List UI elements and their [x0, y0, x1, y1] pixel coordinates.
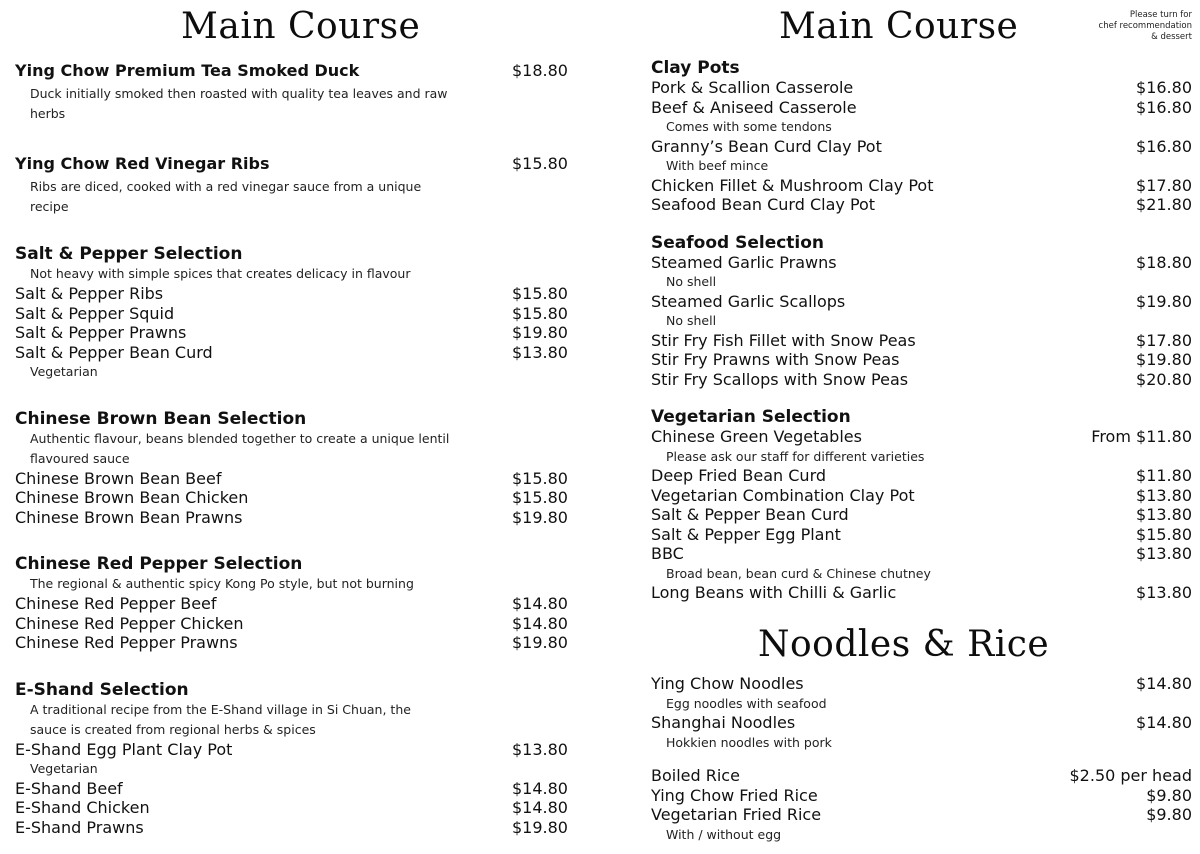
dish-name: Deep Fried Bean Curd: [651, 466, 827, 485]
dish-row: [15, 818, 575, 838]
right-page-title: Main Course: [779, 6, 1019, 47]
dish-row: [651, 544, 1192, 564]
dish-name: Steamed Garlic Scallops: [651, 291, 846, 311]
dish-name: Chicken Fillet & Mushroom Clay Pot: [651, 175, 934, 195]
dish-name: Chinese Red Pepper Prawns: [15, 633, 238, 652]
dish-row: [15, 323, 575, 343]
dish-price: $13.80: [1136, 544, 1192, 563]
dish-name: Salt & Pepper Ribs: [15, 284, 164, 303]
dish-name: Ying Chow Noodles: [651, 674, 804, 693]
dish-list: [15, 469, 575, 528]
dish-name: E-Shand Egg Plant Clay Pot: [15, 739, 233, 759]
dish-description: Duck initially smoked then roasted with quality tea leaves and raw herbs: [30, 86, 448, 121]
dish-row: [15, 633, 575, 653]
dish-list: [651, 253, 1192, 390]
menu-section-salt-pepper: [15, 244, 575, 382]
dish-row: [15, 740, 575, 760]
section-heading: Salt & Pepper Selection: [15, 244, 243, 264]
dish-price: $15.80: [512, 303, 568, 323]
dish-price: $16.80: [1136, 78, 1192, 97]
dish-price: $2.50 per head: [1069, 766, 1192, 785]
dish-name: Stir Fry Fish Fillet with Snow Peas: [651, 330, 916, 350]
dish-row: [651, 195, 1192, 215]
dish-price: $19.80: [512, 323, 568, 342]
dish-row: [15, 779, 575, 799]
dish-price: $16.80: [1136, 97, 1192, 117]
dish-price: $19.80: [512, 817, 568, 837]
dish-price: $13.80: [1136, 505, 1192, 524]
dish-row: [651, 331, 1192, 351]
section-description: The regional & authentic spicy Kong Po style, but not burning: [30, 576, 414, 591]
dish-name: Steamed Garlic Prawns: [651, 252, 837, 272]
dish-price: $9.80: [1146, 805, 1192, 824]
dish-row: [651, 805, 1192, 825]
dish-price: $9.80: [1146, 785, 1192, 805]
dish-note: Vegetarian: [30, 364, 98, 379]
dish-row: [15, 614, 575, 634]
dish-price: $15.80: [1136, 524, 1192, 544]
dish-note: No shell: [666, 313, 717, 328]
left-page-title: Main Course: [181, 6, 421, 47]
dish-price: $14.80: [512, 613, 568, 633]
dish-price: $19.80: [512, 507, 568, 527]
dish-name: Seafood Bean Curd Clay Pot: [651, 195, 876, 214]
dish-row: [651, 176, 1192, 196]
section-heading: Chinese Brown Bean Selection: [15, 408, 307, 429]
dish-note: Vegetarian: [30, 761, 98, 776]
menu-section-red-vinegar-ribs: [15, 151, 575, 217]
dish-list: [15, 740, 575, 838]
dish-name: Salt & Pepper Squid: [15, 303, 175, 323]
dish-list: [651, 766, 1192, 844]
dish-row: [651, 292, 1192, 312]
dish-name: BBC: [651, 544, 684, 563]
dish-row: [651, 78, 1192, 98]
menu-section-red-pepper: [15, 554, 575, 653]
dish-row: [651, 427, 1192, 447]
dish-row: [15, 284, 575, 304]
section-description: A traditional recipe from the E-Shand village in Si Chuan, the sauce is created from regional herbs & spices: [30, 701, 411, 737]
dish-note: Egg noodles with seafood: [666, 695, 827, 711]
dish-name: Ying Chow Premium Tea Smoked Duck: [15, 61, 360, 80]
dish-row: [651, 98, 1192, 118]
section-heading: Seafood Selection: [651, 232, 825, 253]
dish-name: E-Shand Chicken: [15, 798, 150, 817]
dish-name: Vegetarian Fried Rice: [651, 805, 822, 824]
dish-list: [15, 284, 575, 382]
dish-name: Salt & Pepper Prawns: [15, 323, 187, 342]
dish-name: Salt & Pepper Bean Curd: [651, 505, 849, 524]
menu-section-clay-pots: [651, 58, 1192, 215]
dish-price: $14.80: [1136, 713, 1192, 732]
dish-row: [651, 466, 1192, 486]
section-heading: [15, 58, 575, 84]
dish-price: $13.80: [512, 342, 568, 362]
dish-list: [651, 427, 1192, 603]
dish-name: Ying Chow Fried Rice: [651, 785, 818, 805]
dish-name: Salt & Pepper Bean Curd: [15, 342, 213, 362]
dish-description: Ribs are diced, cooked with a red vinegar sauce from a unique recipe: [30, 179, 422, 214]
dish-price: $17.80: [1136, 175, 1192, 195]
dish-list: [15, 594, 575, 653]
right-menu-column: [651, 58, 1192, 603]
dish-price: $14.80: [512, 778, 568, 798]
dish-name: Chinese Green Vegetables: [651, 427, 862, 446]
dish-row: [15, 798, 575, 818]
dish-row: [651, 713, 1192, 733]
dish-name: Boiled Rice: [651, 766, 740, 785]
dish-row: [15, 469, 575, 489]
dish-row: [651, 583, 1192, 603]
dish-price: From $11.80: [1091, 427, 1192, 446]
dish-price: $15.80: [512, 284, 568, 303]
dish-name: E-Shand Beef: [15, 778, 123, 798]
dish-price: $19.80: [1136, 350, 1192, 369]
dish-price: $17.80: [1136, 330, 1192, 350]
dish-name: Ying Chow Red Vinegar Ribs: [15, 154, 270, 173]
turn-page-note: Please turn for chef recommendation & dessert: [1098, 10, 1192, 42]
dish-list: [651, 674, 1192, 752]
dish-price: $19.80: [512, 633, 568, 652]
dish-name: Shanghai Noodles: [651, 713, 796, 732]
section-description: Not heavy with simple spices that creates delicacy in flavour: [30, 266, 411, 281]
menu-section-brown-bean: [15, 409, 575, 528]
dish-price: $13.80: [512, 739, 568, 759]
dish-price: $15.80: [512, 154, 568, 173]
dish-price: $19.80: [1136, 291, 1192, 311]
dish-note: With / without egg: [666, 826, 782, 842]
dish-row: [651, 525, 1192, 545]
dish-price: $13.80: [1136, 583, 1192, 602]
dish-note: No shell: [666, 274, 717, 289]
dish-row: [651, 786, 1192, 806]
dish-price: $15.80: [512, 468, 568, 488]
dish-price: $13.80: [1136, 485, 1192, 505]
dish-price: $14.80: [512, 798, 568, 817]
section-description: Authentic flavour, beans blended together to create a unique lentil flavoured sauce: [30, 430, 450, 466]
dish-row: [15, 488, 575, 508]
dish-name: Long Beans with Chilli & Garlic: [651, 583, 897, 602]
dish-price: $18.80: [1136, 252, 1192, 272]
dish-row: [651, 674, 1192, 694]
noodles-rice-title: Noodles & Rice: [758, 624, 1050, 665]
dish-name: Chinese Brown Bean Prawns: [15, 507, 243, 527]
dish-row: [15, 508, 575, 528]
dish-price: $14.80: [512, 594, 568, 613]
dish-price: $16.80: [1136, 136, 1192, 156]
dish-row: [15, 304, 575, 324]
noodles-rice-column: [651, 674, 1192, 844]
menu-section-tea-smoked-duck: [15, 58, 575, 124]
dish-note: Please ask our staff for different varieties: [666, 448, 925, 464]
dish-name: Chinese Brown Bean Beef: [15, 468, 222, 488]
dish-name: Beef & Aniseed Casserole: [651, 97, 857, 117]
dish-name: E-Shand Prawns: [15, 817, 144, 837]
dish-name: Chinese Red Pepper Beef: [15, 594, 217, 613]
dish-name: Stir Fry Prawns with Snow Peas: [651, 350, 900, 369]
dish-name: Chinese Red Pepper Chicken: [15, 613, 244, 633]
menu-section-eshand: [15, 680, 575, 838]
dish-name: Salt & Pepper Egg Plant: [651, 524, 841, 544]
dish-row: [651, 370, 1192, 390]
section-heading: Chinese Red Pepper Selection: [15, 554, 303, 574]
dish-price: $11.80: [1136, 466, 1192, 485]
dish-name: Pork & Scallion Casserole: [651, 78, 854, 97]
dish-list: [651, 78, 1192, 215]
menu-section-vegetarian: [651, 407, 1192, 603]
dish-row: [15, 343, 575, 363]
dish-note: Hokkien noodles with pork: [666, 734, 832, 750]
dish-row: [651, 350, 1192, 370]
section-heading: Vegetarian Selection: [651, 407, 851, 427]
dish-note: Comes with some tendons: [666, 119, 832, 134]
section-heading: E-Shand Selection: [15, 679, 189, 700]
dish-row: [651, 505, 1192, 525]
dish-price: $18.80: [512, 61, 568, 80]
section-heading: [15, 151, 575, 177]
section-heading: Clay Pots: [651, 58, 740, 78]
dish-price: $14.80: [1136, 674, 1192, 693]
dish-row: [651, 253, 1192, 273]
dish-price: $21.80: [1136, 195, 1192, 214]
menu-section-seafood: [651, 233, 1192, 390]
dish-row: [15, 594, 575, 614]
dish-note: Broad bean, bean curd & Chinese chutney: [666, 565, 931, 581]
dish-name: Granny’s Bean Curd Clay Pot: [651, 136, 882, 156]
dish-note: With beef mince: [666, 158, 769, 173]
dish-row: [651, 137, 1192, 157]
dish-name: Chinese Brown Bean Chicken: [15, 488, 249, 507]
dish-name: Stir Fry Scallops with Snow Peas: [651, 369, 909, 389]
dish-price: $15.80: [512, 488, 568, 507]
left-menu-column: [15, 58, 575, 837]
dish-row: [651, 766, 1192, 786]
dish-price: $20.80: [1136, 369, 1192, 389]
dish-row: [651, 486, 1192, 506]
dish-name: Vegetarian Combination Clay Pot: [651, 485, 915, 505]
